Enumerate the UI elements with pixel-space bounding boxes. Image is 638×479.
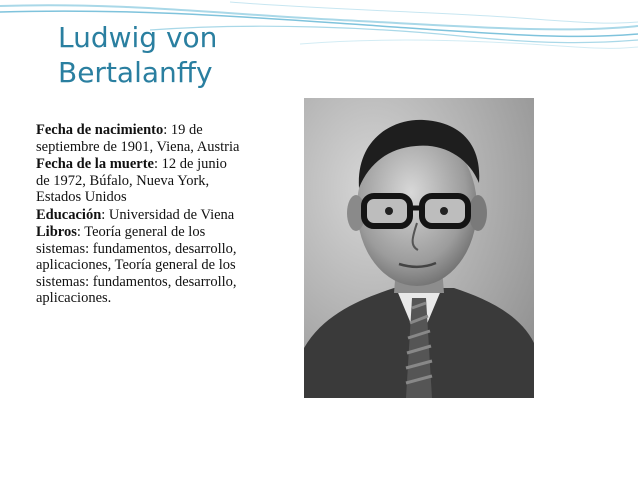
slide-title xyxy=(58,20,298,90)
fact-birth: Fecha de nacimiento: 19 de septiembre de 1901, Viena, Austria xyxy=(36,122,240,155)
fact-books: Libros: Teoría general de los sistemas: fundamentos, desarrollo, aplicaciones, Teoría general de los sistemas: fundamentos, desarrollo, aplicaciones. xyxy=(36,224,237,306)
biography-facts xyxy=(36,122,241,308)
fact-death: Fecha de la muerte: 12 de junio de 1972, Búfalo, Nueva York, Estados Unidos xyxy=(36,156,227,205)
portrait-photo xyxy=(304,98,534,398)
title-line-2: Bertalanffy xyxy=(58,56,213,89)
title-line-1: Ludwig von xyxy=(58,21,218,54)
fact-education: Educación: Universidad de Viena xyxy=(36,206,235,223)
portrait-illustration xyxy=(304,98,534,398)
